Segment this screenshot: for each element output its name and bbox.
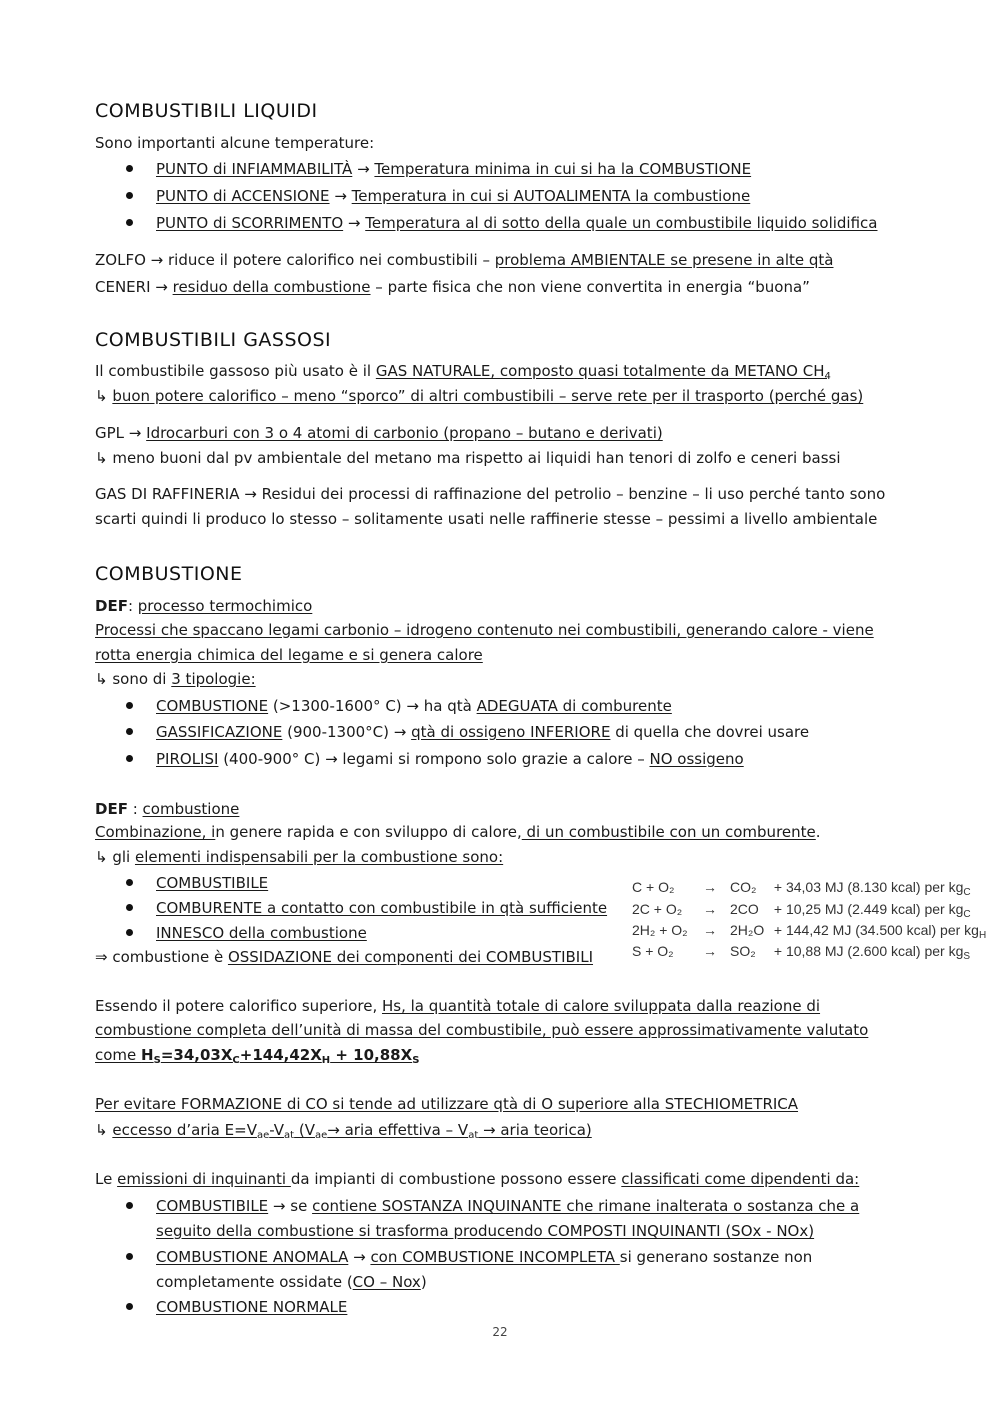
list-item: COMBUSTIBILE xyxy=(156,874,269,892)
bullet-dot xyxy=(126,219,133,226)
list-item: PUNTO di INFIAMMABILITÀ → Temperatura minima in cui si ha la COMBUSTIONE xyxy=(156,160,752,178)
reaction-row: 2H₂ + O₂ → 2H₂O + 144,42 MJ (34.500 kcal) per $kg_H$ xyxy=(632,922,987,941)
heading-combustibili-liquidi: COMBUSTIBILI LIQUIDI xyxy=(95,100,318,122)
combinazione-line: Combinazione, in genere rapida e con sviluppo di calore, di un combustibile con un comburente. xyxy=(95,823,821,841)
hs-line-1: Essendo il potere calorifico superiore, Hs, la quantità totale di calore sviluppata dalla reazione di xyxy=(95,997,821,1015)
zolfo-line: ZOLFO → riduce il potere calorifico nei combustibili – problema AMBIENTALE se presene in alte qtà xyxy=(95,251,834,269)
elementi-intro: ↳ gli elementi indispensabili per la combustione sono: xyxy=(95,848,504,866)
bullet-dot xyxy=(126,1253,133,1260)
bullet-dot xyxy=(126,929,133,936)
co-line-1: Per evitare FORMAZIONE di CO si tende ad utilizzare qtà di O superiore alla STECHIOMETRICA xyxy=(95,1095,799,1113)
bullet-dot xyxy=(126,702,133,709)
ossidazione-line: ⇒ combustione è OSSIDAZIONE dei componenti dei COMBUSTIBILI xyxy=(95,948,594,966)
bullet-dot xyxy=(126,1202,133,1209)
bullet-dot xyxy=(126,755,133,762)
co-line-2: ↳ eccesso d’aria $E=V_{ae}-V_{at}$ ($V_{ae}\to$ aria effettiva – $V_{at}$ → aria teorica) xyxy=(95,1121,592,1141)
gas-naturale-note: ↳ buon potere calorifico – meno “sporco” di altri combustibili – serve rete per il trasporto (perché gas) xyxy=(95,387,864,405)
list-item: PUNTO di SCORRIMENTO → Temperatura al di sotto della quale un combustibile liquido solidifica xyxy=(156,214,878,232)
list-item: INNESCO della combustione xyxy=(156,924,367,942)
list-item: COMBUSTIBILE → se contiene SOSTANZA INQUINANTE che rimane inalterata o sostanza che a xyxy=(156,1197,860,1215)
bullet-dot xyxy=(126,1303,133,1310)
bullet-dot xyxy=(126,192,133,199)
list-item-continuation: completamente ossidate (CO – Nox) xyxy=(156,1273,427,1291)
list-item-continuation: seguito della combustione si trasforma producendo COMPOSTI INQUINANTI (SOx - NOx) xyxy=(156,1222,815,1240)
def-combustione: DEF : combustione xyxy=(95,800,240,818)
ceneri-line: CENERI → residuo della combustione – parte fisica che non viene convertita in energia “buona” xyxy=(95,278,810,296)
intro-temperature: Sono importanti alcune temperature: xyxy=(95,134,375,152)
emissioni-intro: Le emissioni di inquinanti da impianti di combustione possono essere classificati come dipendenti da: xyxy=(95,1170,860,1188)
def-processo-desc-2: rotta energia chimica del legame e si genera calore xyxy=(95,646,483,664)
list-item: PIROLISI (400-900° C) → legami si rompono solo grazie a calore – NO ossigeno xyxy=(156,750,744,768)
hs-line-2: combustione completa dell’unità di massa del combustibile, può essere approssimativamente valutato xyxy=(95,1021,869,1039)
heading-combustibili-gassosi: COMBUSTIBILI GASSOSI xyxy=(95,329,332,351)
gas-naturale-line: Il combustibile gassoso più usato è il GAS NATURALE, composto quasi totalmente da METANO $CH_4$ xyxy=(95,362,831,382)
list-item: COMBUSTIONE (>1300-1600° C) → ha qtà ADEGUATA di comburente xyxy=(156,697,672,715)
reaction-row: C + O₂ → CO₂ + 34,03 MJ (8.130 kcal) per $kg_C$ xyxy=(632,879,971,898)
hs-formula-line: come $H_S=34,03X_C+144,42X_H + 10,88X_S$ xyxy=(95,1046,420,1066)
reaction-row: S + O₂ → SO₂ + 10,88 MJ (2.600 kcal) per $kg_S$ xyxy=(632,943,971,962)
list-item: COMBUSTIONE ANOMALA → con COMBUSTIONE INCOMPLETA si generano sostanze non xyxy=(156,1248,813,1266)
def-processo-desc-1: Processi che spaccano legami carbonio – idrogeno contenuto nei combustibili, generando calore - viene xyxy=(95,621,874,639)
page-number: 22 xyxy=(492,1325,508,1339)
list-item: PUNTO di ACCENSIONE → Temperatura in cui si AUTOALIMENTA la combustione xyxy=(156,187,751,205)
bullet-dot xyxy=(126,879,133,886)
list-item: GASSIFICAZIONE (900-1300°C) → qtà di ossigeno INFERIORE di quella che dovrei usare xyxy=(156,723,810,741)
raffineria-line-1: GAS DI RAFFINERIA → Residui dei processi di raffinazione del petrolio – benzine – li uso perché tanto sono xyxy=(95,485,886,503)
def-processo: DEF: processo termochimico xyxy=(95,597,313,615)
bullet-dot xyxy=(126,165,133,172)
gpl-line: GPL → Idrocarburi con 3 o 4 atomi di carbonio (propano – butano e derivati) xyxy=(95,424,663,442)
raffineria-line-2: scarti quindi li produco lo stesso – solitamente usati nelle raffinerie stesse – pessimi a livello ambientale xyxy=(95,510,878,528)
bullet-dot xyxy=(126,904,133,911)
bullet-dot xyxy=(126,728,133,735)
gpl-note: ↳ meno buoni dal pv ambientale del metano ma rispetto ai liquidi han tenori di zolfo e ceneri bassi xyxy=(95,449,841,467)
tipologie-intro: ↳ sono di 3 tipologie: xyxy=(95,670,256,688)
list-item: COMBUSTIONE NORMALE xyxy=(156,1298,348,1316)
heading-combustione: COMBUSTIONE xyxy=(95,563,243,585)
list-item: COMBURENTE a contatto con combustibile in qtà sufficiente xyxy=(156,899,608,917)
reaction-row: 2C + O₂ → 2CO + 10,25 MJ (2.449 kcal) per $kg_C$ xyxy=(632,901,971,920)
